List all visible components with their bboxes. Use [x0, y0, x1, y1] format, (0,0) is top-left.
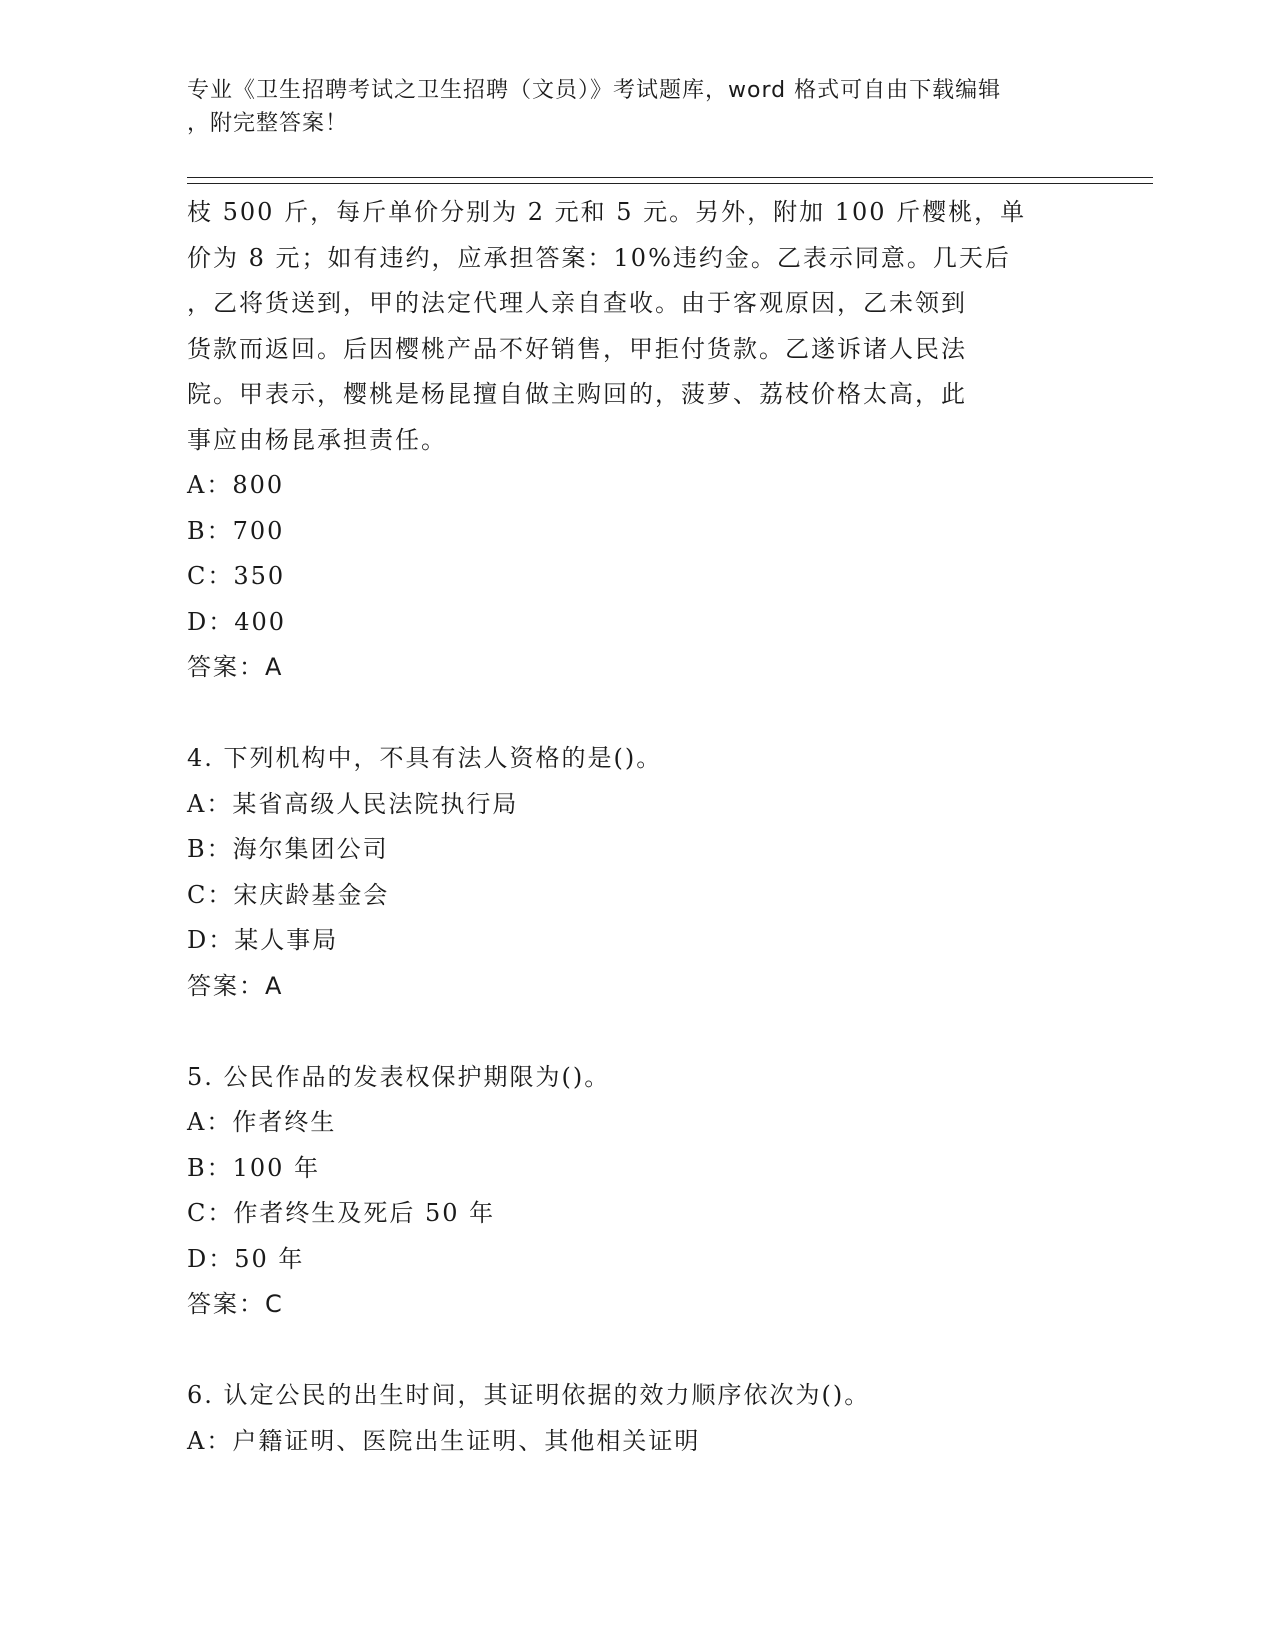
spacer — [187, 691, 1087, 737]
option-d: D：某人事局 — [187, 926, 339, 954]
answer-label: 答案： — [187, 971, 265, 1000]
option-a: A：户籍证明、医院出生证明、其他相关证明 — [187, 1426, 701, 1455]
question-4 — [187, 736, 1087, 1009]
header-rule-bottom — [187, 183, 1153, 184]
question-5 — [187, 1055, 1087, 1328]
option-c: C：350 — [187, 562, 286, 590]
option-a: A：800 — [187, 471, 285, 499]
document-header — [187, 74, 1067, 140]
option-b: B：海尔集团公司 — [187, 835, 389, 863]
answer-line — [187, 645, 1087, 691]
answer-value: A — [265, 971, 284, 1000]
question-title: 6. 认定公民的出生时间，其证明依据的效力顺序依次为()。 — [187, 1381, 871, 1409]
option-a: A：作者终生 — [187, 1108, 337, 1136]
answer-line — [187, 1282, 1087, 1328]
option-d: D：50 年 — [187, 1244, 305, 1273]
question-text-line: 事应由杨昆承担责任。 — [187, 425, 447, 454]
option-a: A：某省高级人民法院执行局 — [187, 789, 519, 818]
question-6 — [187, 1373, 1087, 1464]
answer-label: 答案： — [187, 653, 265, 681]
answer-value: A — [265, 653, 284, 681]
answer-value: C — [265, 1290, 284, 1318]
answer-label: 答案： — [187, 1290, 265, 1318]
question-text-line: 货款而返回。后因樱桃产品不好销售，甲拒付货款。乙遂诉诸人民法 — [187, 334, 967, 363]
question-text-line: 枝 500 斤，每斤单价分别为 2 元和 5 元。另外，附加 100 斤樱桃，单 — [187, 198, 1027, 226]
spacer — [187, 1328, 1087, 1374]
header-line-1: 专业《卫生招聘考试之卫生招聘（文员）》考试题库，word 格式可自由下载编辑 — [187, 78, 1002, 103]
question-title: 5. 公民作品的发表权保护期限为()。 — [187, 1062, 611, 1091]
answer-line — [187, 964, 1087, 1010]
question-text-line: 价为 8 元；如有违约，应承担答案：10%违约金。乙表示同意。几天后 — [187, 243, 1011, 272]
question-title: 4. 下列机构中，不具有法人资格的是()。 — [187, 744, 663, 772]
question-text-line: 院。甲表示，樱桃是杨昆擅自做主购回的，菠萝、荔枝价格太高，此 — [187, 380, 967, 408]
option-d: D：400 — [187, 607, 287, 636]
question-3 — [187, 190, 1087, 691]
header-rule-top — [187, 177, 1153, 178]
option-b: B：100 年 — [187, 1153, 321, 1182]
document-body — [187, 190, 1087, 1464]
option-c: C：宋庆龄基金会 — [187, 880, 390, 909]
option-b: B：700 — [187, 516, 285, 545]
option-c: C：作者终生及死后 50 年 — [187, 1199, 496, 1227]
header-line-2: ，附完整答案！ — [187, 111, 349, 136]
question-text-line: ，乙将货送到，甲的法定代理人亲自查收。由于客观原因，乙未领到 — [187, 289, 967, 317]
spacer — [187, 1009, 1087, 1055]
